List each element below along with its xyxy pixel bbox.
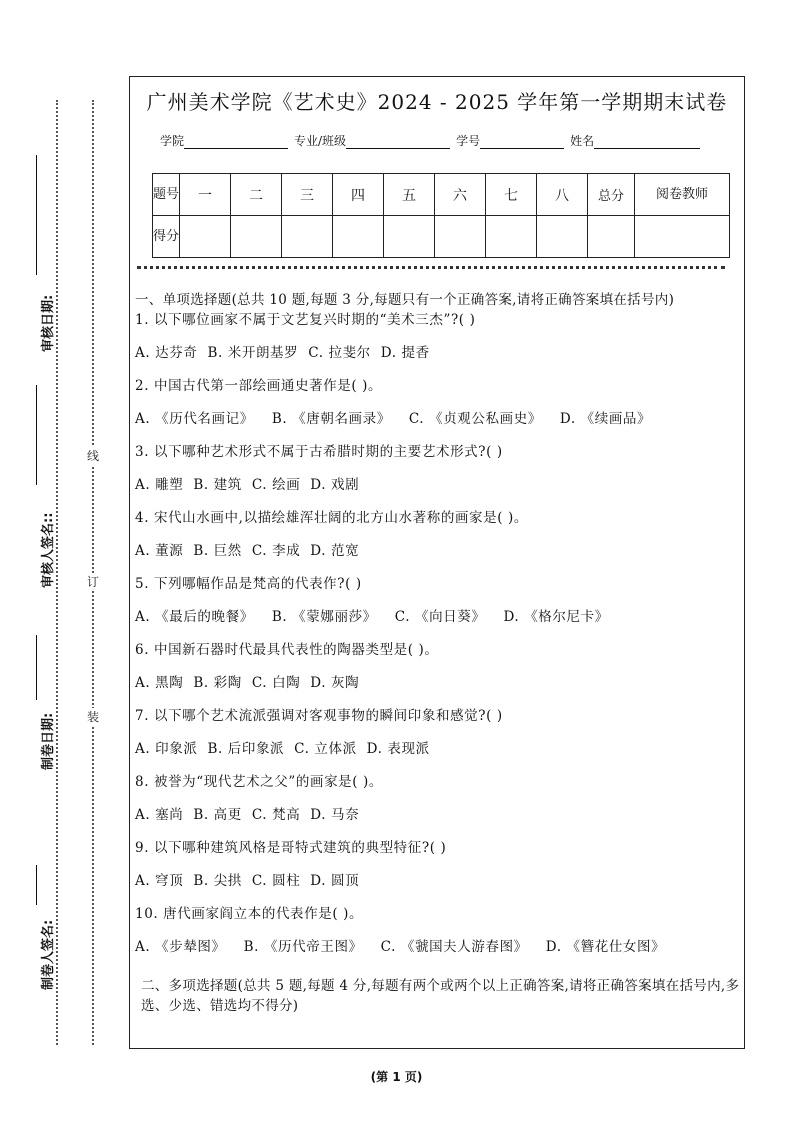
question-3: 3. 以下哪种艺术形式不属于古希腊时期的主要艺术形式?( ) xyxy=(135,444,503,460)
option: D. 《续画品》 xyxy=(559,411,652,427)
question-5: 5. 下列哪幅作品是梵高的代表作?( ) xyxy=(135,576,362,592)
major-class-field[interactable] xyxy=(346,134,450,149)
binding-mark-install: 装 xyxy=(86,710,99,724)
question-number-cell: 八 xyxy=(537,174,588,216)
student-id-field[interactable] xyxy=(480,134,564,149)
student-id-label: 学号 xyxy=(456,134,481,148)
question-number-cell: 七 xyxy=(486,174,537,216)
name-field[interactable] xyxy=(594,134,700,149)
score-row-header: 得分 xyxy=(153,216,180,258)
binding-sidebar xyxy=(0,0,125,1122)
option: D. 戏剧 xyxy=(310,477,360,493)
question-8-options xyxy=(135,805,740,838)
option: D. 灰陶 xyxy=(310,675,360,691)
question-6-options xyxy=(135,673,740,706)
question-number-cell: 四 xyxy=(333,174,384,216)
college-label: 学院 xyxy=(160,134,185,148)
college-field[interactable] xyxy=(184,134,288,149)
question-2-options xyxy=(135,409,740,442)
option: A. 《步辇图》 xyxy=(135,939,226,955)
option: B. 《唐朝名画录》 xyxy=(271,411,391,427)
maker-sign-line xyxy=(36,865,37,905)
option: D. 《格尔尼卡》 xyxy=(503,609,609,625)
score-cell[interactable] xyxy=(435,216,486,258)
option: D. 马奈 xyxy=(310,807,360,823)
question-number-cell: 五 xyxy=(384,174,435,216)
option: B. 高更 xyxy=(193,807,242,823)
score-cell[interactable] xyxy=(333,216,384,258)
question-10-options xyxy=(135,937,740,970)
question-9-options xyxy=(135,871,740,904)
page-number: (第 1 页) xyxy=(370,1070,423,1084)
option: C. 李成 xyxy=(251,543,301,559)
section-2-heading: 二、多项选择题(总共 5 题,每题 4 分,每题有两个或两个以上正确答案,请将正确答案填在括号内,多选、少选、错选均不得分) xyxy=(141,978,740,1014)
dotted-separator xyxy=(137,266,725,269)
option: C. 梵高 xyxy=(251,807,301,823)
score-cell[interactable] xyxy=(180,216,231,258)
option: C. 《向日葵》 xyxy=(394,609,486,625)
option: A. 董源 xyxy=(135,543,184,559)
question-7: 7. 以下哪个艺术流派强调对客观事物的瞬间印象和感觉?( ) xyxy=(135,708,503,724)
score-cell[interactable] xyxy=(282,216,333,258)
binding-dotted-line xyxy=(56,100,58,1045)
exam-title: 广州美术学院《艺术史》2024 - 2025 学年第一学期期末试卷 xyxy=(146,90,728,114)
name-label: 姓名 xyxy=(570,134,595,148)
option: A. 穹顶 xyxy=(135,873,184,889)
score-cell[interactable] xyxy=(486,216,537,258)
option: C. 《虢国夫人游春图》 xyxy=(380,939,528,955)
question-6: 6. 中国新石器时代最具代表性的陶器类型是( )。 xyxy=(135,642,439,658)
question-number-cell: 三 xyxy=(282,174,333,216)
question-list xyxy=(135,310,740,970)
question-2: 2. 中国古代第一部绘画通史著作是( )。 xyxy=(135,378,383,394)
option: A. 黑陶 xyxy=(135,675,184,691)
option: B. 建筑 xyxy=(193,477,242,493)
question-9: 9. 以下哪种建筑风格是哥特式建筑的典型特征?( ) xyxy=(135,840,447,856)
option: A. 《最后的晚餐》 xyxy=(135,609,254,625)
question-number-cell: 一 xyxy=(180,174,231,216)
question-1: 1. 以下哪位画家不属于文艺复兴时期的“美术三杰”?( ) xyxy=(135,312,476,328)
major-class-label: 专业/班级 xyxy=(294,134,347,148)
option: D. 范宽 xyxy=(310,543,360,559)
option: C. 绘画 xyxy=(251,477,301,493)
exam-content xyxy=(135,290,740,1016)
score-table-header-row xyxy=(153,174,730,216)
question-number-cell: 二 xyxy=(231,174,282,216)
binding-mark-bind: 订 xyxy=(86,575,99,589)
question-7-options xyxy=(135,739,740,772)
option: C. 白陶 xyxy=(251,675,301,691)
make-date-line xyxy=(36,635,37,700)
option: A. 《历代名画记》 xyxy=(135,411,254,427)
option: D. 提香 xyxy=(380,345,430,361)
question-number-header: 题号 xyxy=(153,174,180,216)
score-cell[interactable] xyxy=(384,216,435,258)
grader-cell[interactable] xyxy=(635,216,730,258)
score-cell[interactable] xyxy=(231,216,282,258)
maker-sign-label: 制卷人签名: xyxy=(41,919,56,990)
option: C. 圆柱 xyxy=(251,873,301,889)
reviewer-sign-line xyxy=(36,385,37,485)
option: A. 印象派 xyxy=(135,741,198,757)
review-date-line xyxy=(36,155,37,275)
binding-mark-line: 线 xyxy=(86,449,99,463)
option: D. 表现派 xyxy=(366,741,430,757)
option: C. 《贞观公私画史》 xyxy=(408,411,542,427)
option: D. 圆顶 xyxy=(310,873,360,889)
student-info-row xyxy=(160,132,706,149)
total-score-cell[interactable] xyxy=(588,216,635,258)
option: B. 《蒙娜丽莎》 xyxy=(271,609,377,625)
option: B. 后印象派 xyxy=(207,741,285,757)
score-table-score-row xyxy=(153,216,730,258)
option: A. 雕塑 xyxy=(135,477,184,493)
score-cell[interactable] xyxy=(537,216,588,258)
question-4-options xyxy=(135,541,740,574)
question-5-options xyxy=(135,607,740,640)
option: B. 尖拱 xyxy=(193,873,242,889)
option: A. 塞尚 xyxy=(135,807,184,823)
question-3-options xyxy=(135,475,740,508)
option: C. 立体派 xyxy=(294,741,357,757)
option: D. 《簪花仕女图》 xyxy=(545,939,666,955)
option: A. 达芬奇 xyxy=(135,345,198,361)
grader-header: 阅卷教师 xyxy=(635,174,730,216)
option: B. 《历代帝王图》 xyxy=(243,939,363,955)
make-date-label: 制卷日期: xyxy=(41,712,56,770)
total-score-header: 总分 xyxy=(588,174,635,216)
question-8: 8. 被誉为“现代艺术之父”的画家是( )。 xyxy=(135,774,383,790)
question-4: 4. 宋代山水画中,以描绘雄浑壮阔的北方山水著称的画家是( )。 xyxy=(135,510,528,526)
option: B. 彩陶 xyxy=(193,675,242,691)
question-number-cell: 六 xyxy=(435,174,486,216)
option: B. 巨然 xyxy=(193,543,242,559)
reviewer-sign-label: 审核人签名:: xyxy=(41,512,56,588)
question-1-options xyxy=(135,343,740,376)
option: C. 拉斐尔 xyxy=(308,345,371,361)
score-table xyxy=(152,173,730,258)
section-1-heading: 一、单项选择题(总共 10 题,每题 3 分,每题只有一个正确答案,请将正确答案填在括号内) xyxy=(135,292,675,308)
option: B. 米开朗基罗 xyxy=(207,345,299,361)
review-date-label: 审核日期: xyxy=(41,294,56,352)
question-10: 10. 唐代画家阎立本的代表作是( )。 xyxy=(135,906,364,922)
